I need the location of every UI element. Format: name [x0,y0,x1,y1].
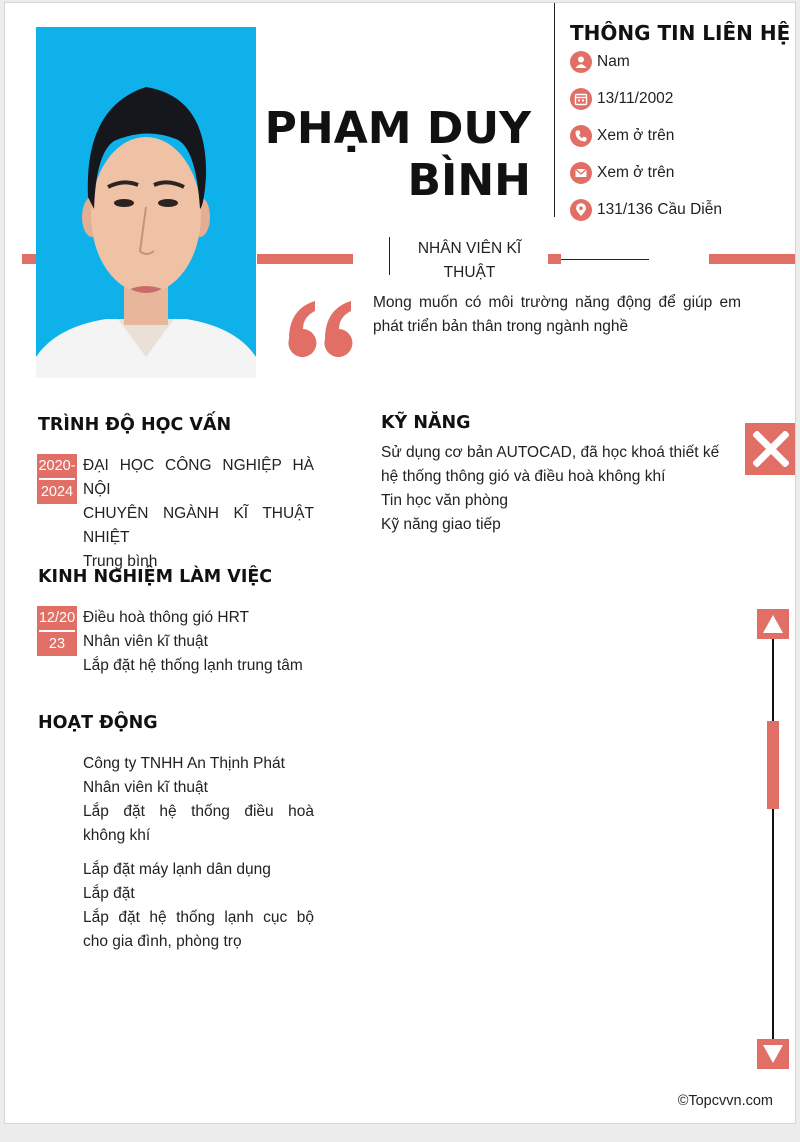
close-icon [753,431,789,467]
contact-birthdate-text: 13/11/2002 [597,90,674,107]
contact-gender [570,50,630,74]
education-date-end: 2024 [40,484,74,500]
contact-email [570,161,674,185]
portrait-illustration [36,27,256,378]
education-major-line-2: NHIỆT [83,529,130,546]
activity-desc-line-1: Lắp đặt hệ thống điều hoà [83,803,314,820]
education-major-line-1: CHUYÊN NGÀNH KĨ THUẬT [83,505,314,522]
skills-list [381,441,727,537]
scroll-up-button[interactable] [757,609,789,639]
experience-date [37,606,77,656]
skill-item: Sử dụng cơ bản AUTOCAD, đã học khoá thiết kế hệ thống thông gió và điều hoà không khí [381,444,720,485]
contact-phone [570,124,674,148]
contact-title: THÔNG TIN LIÊN HỆ [570,21,791,45]
skill-item: Tin học văn phòng [381,492,508,509]
scroll-down-button[interactable] [757,1039,789,1069]
experience-description: Lắp đặt hệ thống lạnh trung tâm [83,657,303,674]
contact-birthdate [570,87,673,111]
activity-desc-line-2: cho gia đình, phòng trọ [83,933,242,950]
quote-icon [285,293,357,362]
education-school: ĐẠI HỌC CÔNG NGHIỆP HÀ NỘI [83,457,314,498]
job-title-line-2: THUẬT [443,264,496,281]
activity-desc-line-2: không khí [83,827,151,844]
triangle-up-icon [762,614,784,634]
name-line-2: BÌNH [407,155,531,206]
experience-title: KINH NGHIỆM LÀM VIỆC [38,567,273,587]
activities-title: HOẠT ĐỘNG [38,713,158,733]
footer-credit: ©Topcvvn.com [677,1093,773,1109]
education-date-start: 2020- [38,458,76,474]
skill-item: Kỹ năng giao tiếp [381,516,501,533]
role-underline [561,259,649,260]
triangle-down-icon [762,1044,784,1064]
email-icon [570,162,592,184]
contact-gender-text: Nam [597,53,630,70]
career-objective: Mong muốn có môi trường năng động để giúp em phát triển bản thân trong ngành nghề [373,294,741,335]
location-icon [570,199,592,221]
job-title [389,237,549,281]
close-button[interactable] [745,423,796,475]
job-title-line-1: NHÂN VIÊN KĨ [417,240,522,257]
skills-title: KỸ NĂNG [381,413,471,433]
accent-bar-center [257,254,353,264]
education-date [37,454,77,504]
candidate-name [231,103,531,207]
accent-bar-right [709,254,796,264]
experience-details [83,606,314,678]
activity-role: Lắp đặt [83,885,135,902]
activity-org: Công ty TNHH An Thịnh Phát [83,755,285,772]
scrollbar-thumb[interactable] [767,721,779,809]
education-grade: Trung bình [83,553,158,570]
cv-page [4,2,796,1124]
activity-desc-line-1: Lắp đặt hệ thống lạnh cục bộ [83,909,314,926]
activity-org: Lắp đặt máy lạnh dân dụng [83,861,271,878]
experience-date-line-2: 23 [48,636,66,652]
contact-phone-text: Xem ở trên [597,127,675,144]
accent-bar-left [22,254,36,264]
person-icon [570,51,592,73]
activity-role: Nhân viên kĩ thuật [83,779,208,796]
phone-icon [570,125,592,147]
contact-address-text: 131/136 Cầu Diễn [597,201,722,218]
activity-item-2 [83,858,314,954]
contact-divider [554,3,555,217]
experience-company: Điều hoà thông gió HRT [83,609,250,626]
name-line-1: PHẠM DUY [264,103,531,154]
contact-address [570,198,722,222]
experience-position: Nhân viên kĩ thuật [83,633,208,650]
education-title: TRÌNH ĐỘ HỌC VẤN [38,415,232,435]
profile-photo [36,27,256,378]
calendar-icon [570,88,592,110]
contact-email-text: Xem ở trên [597,164,675,181]
education-details [83,454,314,574]
accent-bar-small [548,254,561,264]
experience-date-line-1: 12/20 [38,610,76,626]
activity-item-1 [83,752,314,848]
scrollbar-track[interactable] [772,639,774,1043]
